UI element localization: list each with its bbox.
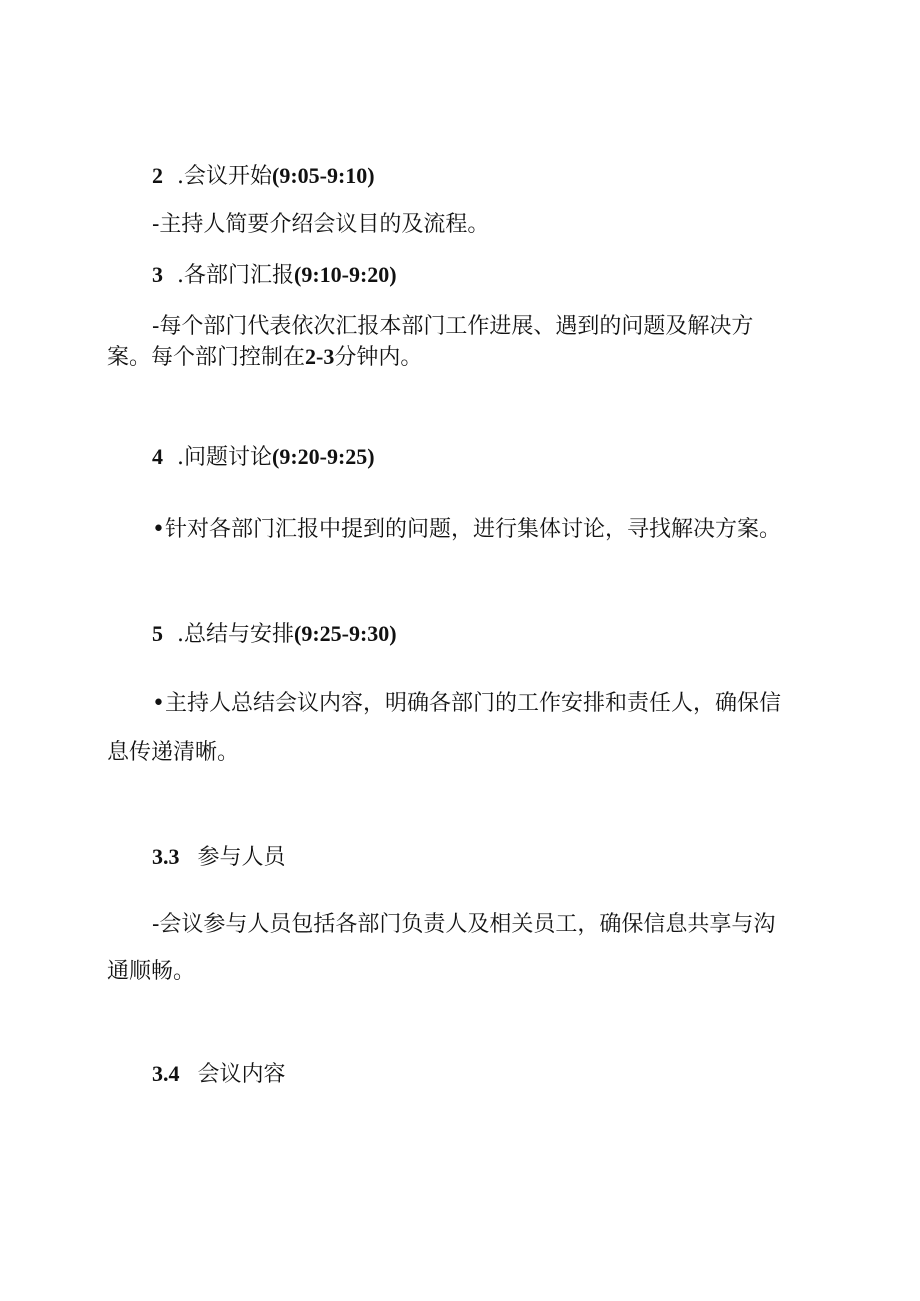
section-number: 4 (152, 444, 163, 469)
section-number: 3 (152, 262, 163, 287)
section-time: (9:05-9:10) (272, 163, 375, 188)
section-title: .会议开始 (177, 164, 272, 189)
section-number: 5 (152, 621, 163, 646)
section-title: 会议内容 (197, 1062, 286, 1087)
paragraph-text: -主持人简要介绍会议目的及流程。 (152, 212, 490, 237)
paragraph-meeting-start (0, 210, 920, 240)
paragraph-department-report-line2 (0, 342, 920, 373)
section-number: 3.3 (152, 844, 180, 869)
section-number: 2 (152, 163, 163, 188)
paragraph-text: •主持人总结会议内容，明确各部门的工作安排和责任人，确保信 (152, 691, 781, 716)
section-time: (9:20-9:25) (272, 444, 375, 469)
paragraph-text: 案。每个部门控制在 (107, 345, 306, 370)
section-heading-participants (0, 842, 920, 873)
section-title: .问题讨论 (177, 445, 272, 470)
paragraph-number: 2-3 (305, 344, 335, 369)
section-heading-department-report (0, 260, 920, 291)
section-heading-meeting-start (0, 161, 920, 192)
section-heading-summary (0, 619, 920, 650)
section-number: 3.4 (152, 1061, 180, 1086)
paragraph-department-report-line1 (0, 312, 920, 342)
section-heading-problem-discussion (0, 442, 920, 473)
section-title: 参与人员 (197, 845, 286, 870)
paragraph-text: 息传递清晰。 (107, 740, 240, 765)
paragraph-summary-line1 (0, 689, 920, 719)
section-heading-meeting-content (0, 1059, 920, 1090)
paragraph-text: -会议参与人员包括各部门负责人及相关员工，确保信息共享与沟 (152, 912, 776, 937)
paragraph-participants-line2 (0, 957, 920, 987)
section-time: (9:25-9:30) (294, 621, 397, 646)
paragraph-participants-line1 (0, 910, 920, 940)
paragraph-summary-line2 (0, 738, 920, 768)
paragraph-problem-discussion (0, 515, 920, 545)
paragraph-text: 通顺畅。 (107, 959, 196, 984)
paragraph-text: -每个部门代表依次汇报本部门工作进展、遇到的问题及解决方 (152, 314, 754, 339)
section-time: (9:10-9:20) (294, 262, 397, 287)
section-title: .各部门汇报 (177, 263, 294, 288)
section-title: .总结与安排 (177, 622, 294, 647)
paragraph-text: •针对各部门汇报中提到的问题，进行集体讨论，寻找解决方案。 (152, 517, 781, 542)
paragraph-text: 分钟内。 (334, 345, 423, 370)
